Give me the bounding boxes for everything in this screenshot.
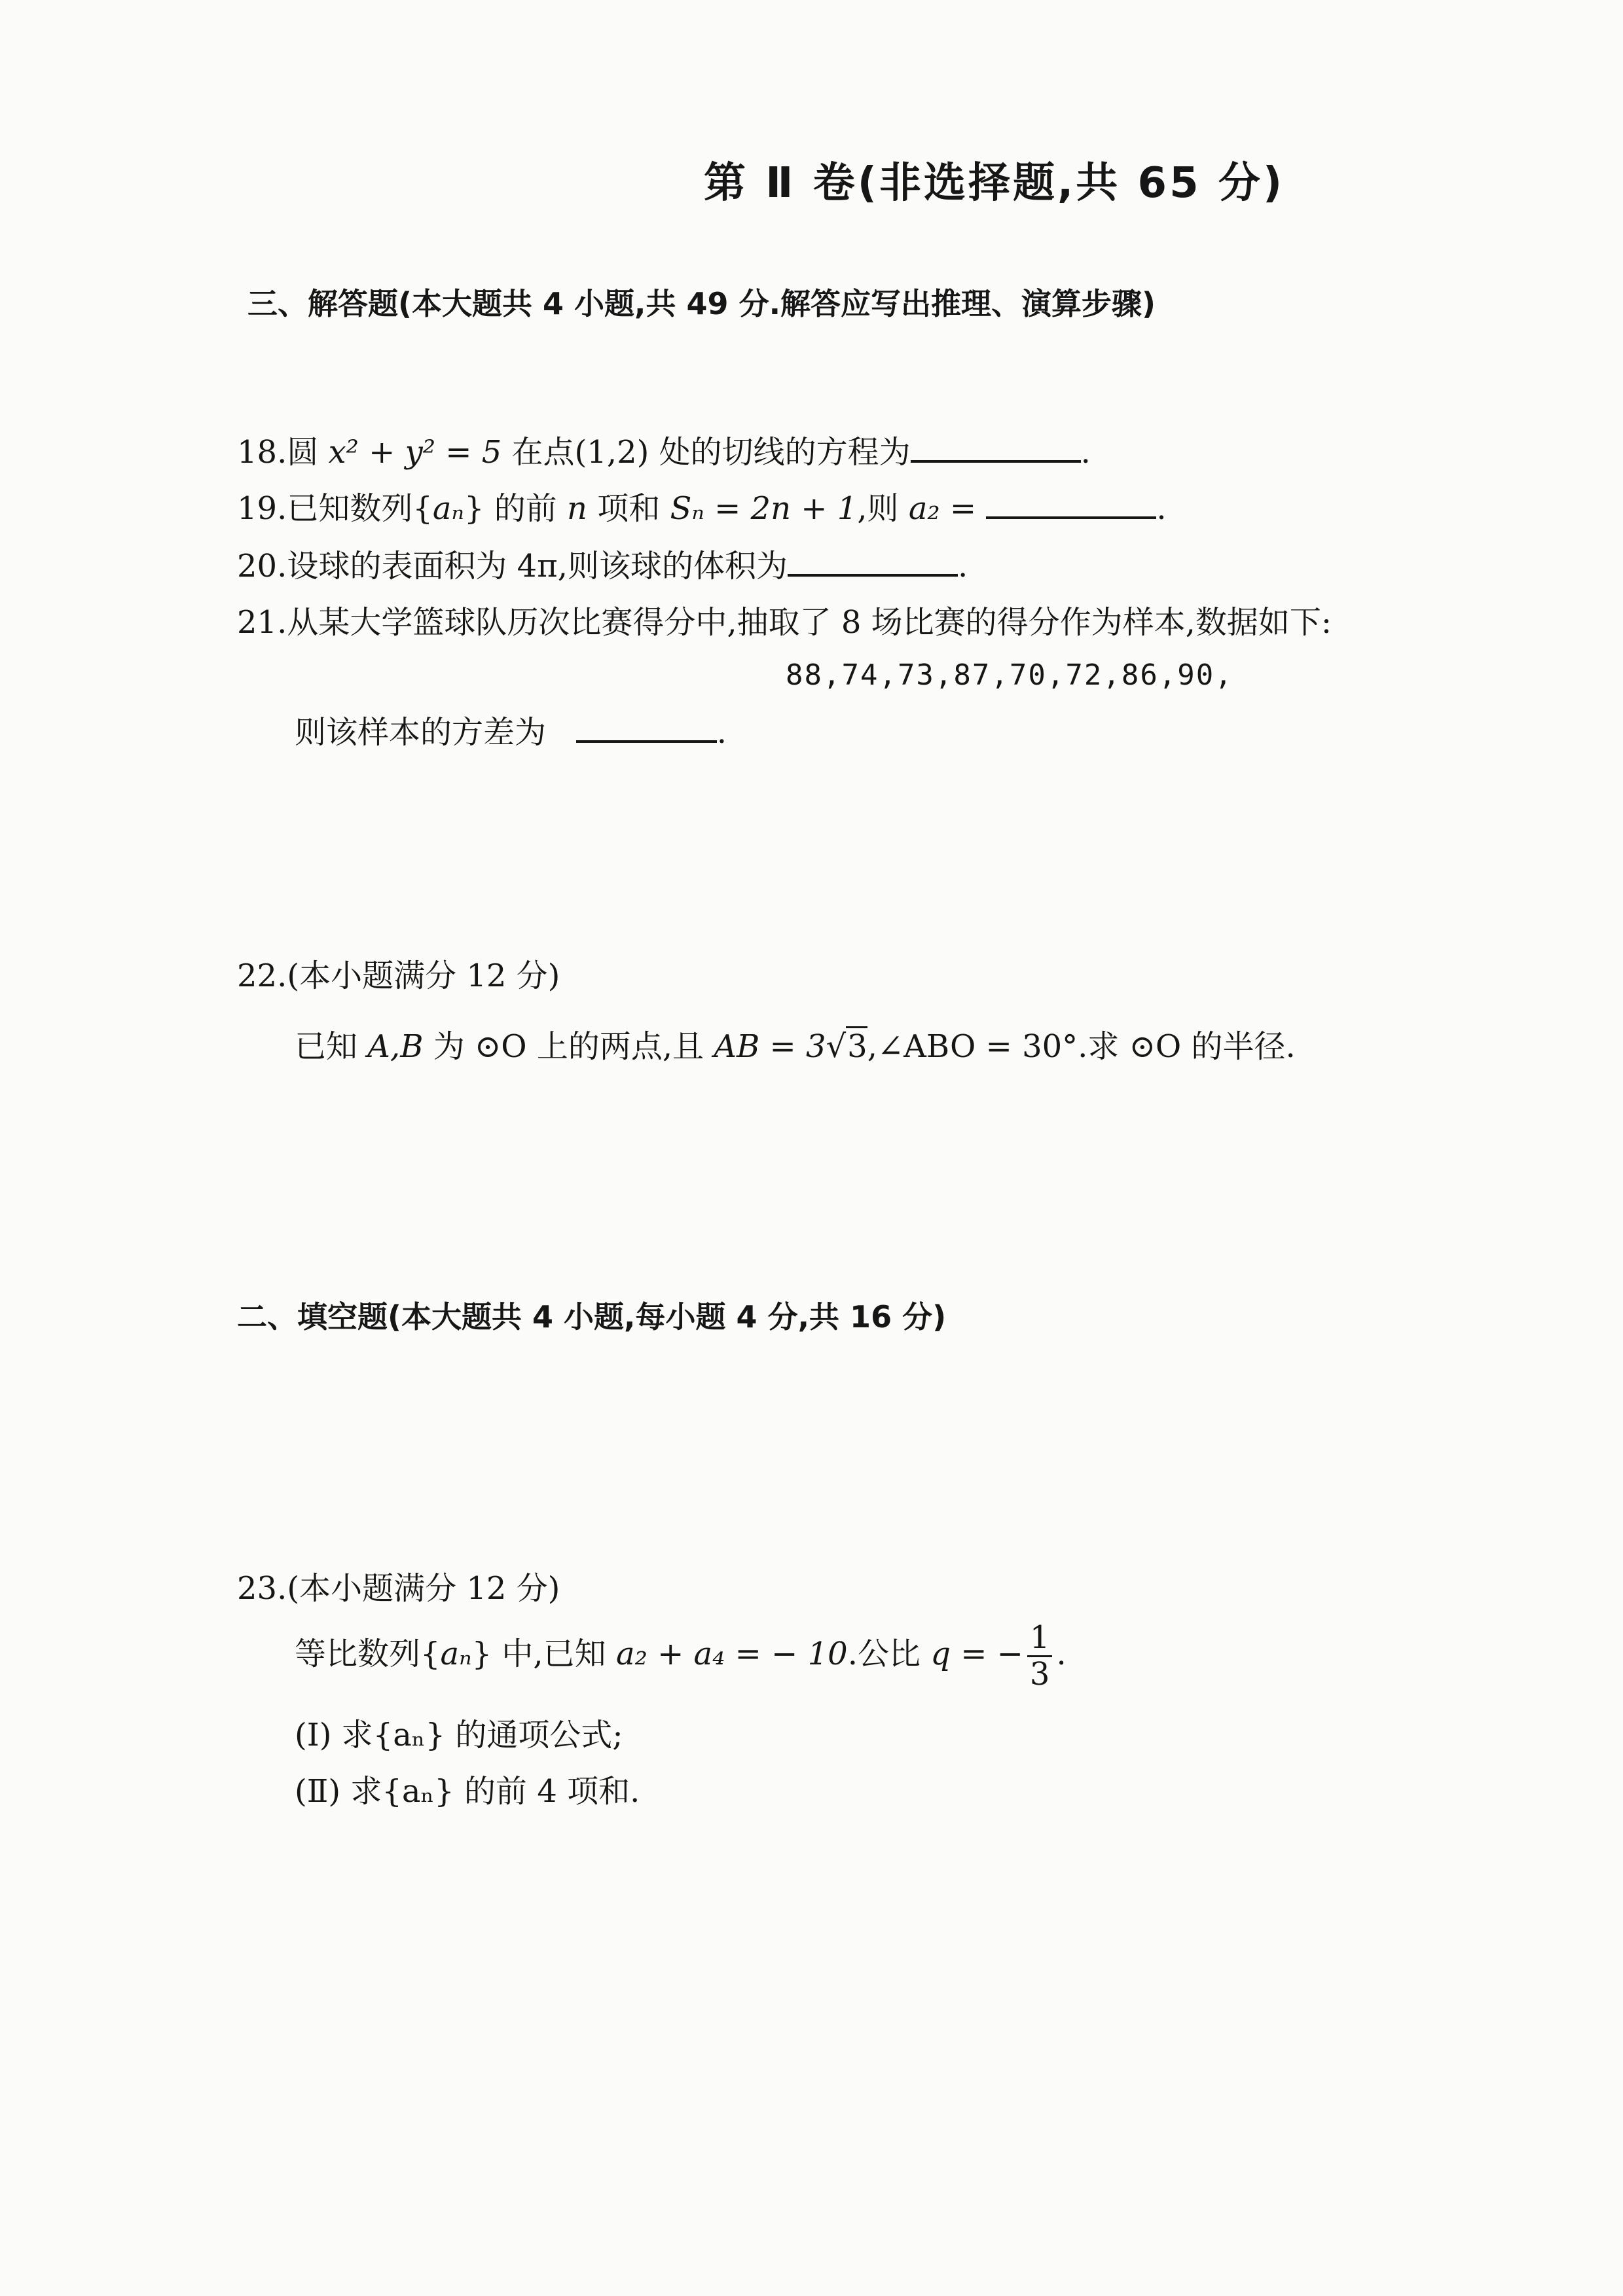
question-23-header — [237, 1563, 560, 1608]
answer-blank[interactable] — [576, 711, 717, 743]
section-2-heading: 二、填空题(本大题共 4 小题,每小题 4 分,共 16 分) — [237, 1299, 947, 1335]
question-text: 在点(1,2) 处的切线的方程为 — [501, 434, 911, 471]
question-19 — [237, 483, 1167, 528]
ratio-equation: q = − — [930, 1635, 1023, 1672]
fraction-numerator: 1 — [1027, 1621, 1053, 1657]
question-number: 21. — [237, 604, 287, 641]
term-a2: a₂ = — [908, 490, 977, 527]
question-points: (本小题满分 12 分) — [287, 958, 560, 994]
question-21 — [237, 597, 1332, 642]
question-text: 项和 — [587, 490, 670, 527]
fraction-denominator: 3 — [1029, 1655, 1050, 1693]
question-text: 设球的表面积为 4π,则该球的体积为 — [287, 548, 788, 584]
question-18 — [237, 427, 1091, 472]
section-3-heading: 三、解答题(本大题共 4 小题,共 49 分.解答应写出推理、演算步骤) — [247, 286, 1156, 321]
question-number: 18. — [237, 434, 287, 471]
question-text: } 中,已知 — [471, 1635, 616, 1672]
question-text: 为 ⊙O 上的两点,且 — [423, 1028, 714, 1065]
sqrt-argument: 3 — [846, 1026, 867, 1065]
question-text: 则该样本的方差为 — [295, 714, 547, 751]
variable-n: n — [567, 490, 587, 527]
question-number: 22. — [237, 958, 287, 994]
answer-blank[interactable] — [986, 488, 1156, 519]
points-ab: A,B — [367, 1028, 424, 1065]
punctuation: . — [1056, 1635, 1067, 1672]
question-number: 19. — [237, 490, 287, 527]
page-title: 第 Ⅱ 卷(非选择题,共 65 分) — [704, 159, 1285, 207]
question-20 — [237, 541, 968, 586]
question-21-prompt — [295, 707, 727, 752]
question-text: 已知 — [295, 1028, 368, 1065]
equation: x² + y² = 5 — [328, 434, 502, 471]
question-number: 23. — [237, 1570, 287, 1607]
question-text: ,则 — [857, 490, 909, 527]
question-text: .公比 — [847, 1635, 931, 1672]
punctuation: . — [1156, 490, 1167, 527]
sum-equation: a₂ + a₄ = − 10 — [615, 1635, 848, 1672]
question-22-header — [237, 950, 560, 996]
question-23-part-1: (Ⅰ) 求{aₙ} 的通项公式; — [295, 1717, 623, 1753]
punctuation: . — [716, 714, 727, 751]
sqrt-sign: √ — [826, 1028, 847, 1065]
question-text: 从某大学篮球队历次比赛得分中,抽取了 8 场比赛的得分作为样本,数据如下: — [287, 604, 1332, 641]
sequence-symbol: aₙ — [432, 490, 464, 527]
sample-data: 88,74,73,87,70,72,86,90, — [786, 658, 1233, 692]
question-text: 已知数列{ — [287, 490, 433, 527]
answer-blank[interactable] — [911, 431, 1081, 463]
question-text: 圆 — [287, 434, 329, 471]
sequence-symbol: aₙ — [440, 1635, 472, 1672]
question-number: 20. — [237, 548, 287, 584]
question-text: } 的前 — [464, 490, 568, 527]
sum-formula: Sₙ = 2n + 1 — [670, 490, 858, 527]
fraction — [1027, 1621, 1053, 1692]
length-ab: AB = 3 — [714, 1028, 826, 1065]
question-23-part-2: (Ⅱ) 求{aₙ} 的前 4 项和. — [295, 1773, 640, 1810]
question-22-body — [295, 1021, 1296, 1066]
question-23-body — [295, 1621, 1067, 1692]
question-text: ,∠ABO = 30°.求 ⊙O 的半径. — [867, 1028, 1296, 1065]
question-points: (本小题满分 12 分) — [287, 1570, 560, 1607]
question-text: 等比数列{ — [295, 1635, 441, 1672]
answer-blank[interactable] — [788, 545, 958, 577]
punctuation: . — [957, 548, 968, 584]
punctuation: . — [1080, 434, 1091, 471]
